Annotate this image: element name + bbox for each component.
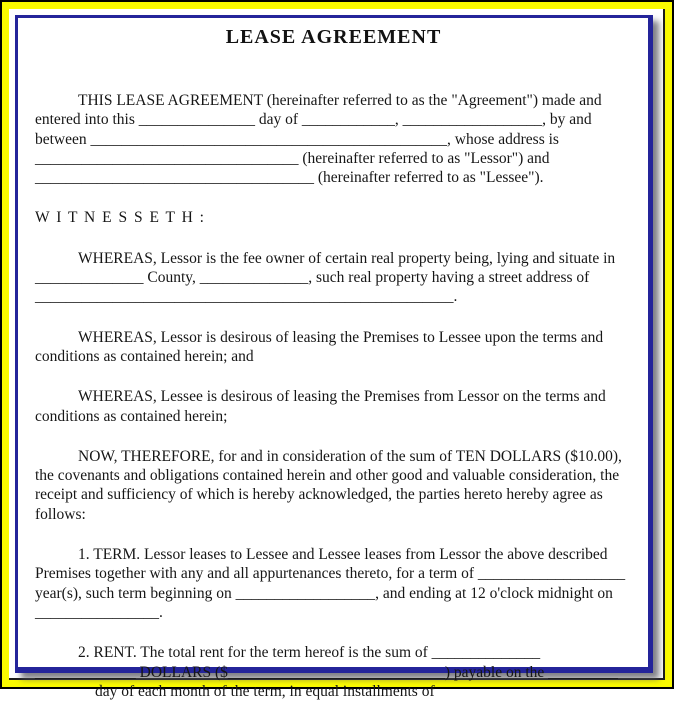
doc-line: THIS LEASE AGREEMENT (hereinafter referred to as the "Agreement") made and (78, 92, 602, 109)
doc-line: conditions as contained herein; (35, 407, 228, 425)
doc-line: the covenants and obligations contained herein and other good and valuable consideration, the (35, 467, 620, 485)
paragraph-now-therefore (35, 447, 632, 524)
doc-line: NOW, THEREFORE, for and in consideration of the sum of TEN DOLLARS ($10.00), (78, 447, 622, 465)
doc-line: ______________________________________________________. (35, 288, 458, 306)
doc-line: Premises together with any and all appurtenances thereto, for a term of ___________________ (35, 565, 626, 583)
doc-line: W I T N E S S E T H : (35, 209, 206, 227)
doc-line: ______________ County, ______________, such real property having a street address of (35, 269, 590, 287)
doc-line: _____________ DOLLARS ($____________________________) payable on the _________ (35, 663, 618, 681)
doc-line: ____________________________________ (hereinafter referred to as "Lessee"). (35, 169, 544, 187)
doc-line: day of each month of the term, in equal installments of (95, 682, 435, 700)
doc-line: 2. RENT. The total rent for the term hereof is the sum of ______________ (78, 644, 541, 662)
doc-line: __________________________________ (hereinafter referred to as "Lessor") and (35, 149, 550, 167)
doc-line: WHEREAS, Lessor is the fee owner of certain real property being, lying and situate in (78, 249, 616, 267)
doc-line: year(s), such term beginning on __________________, and ending at 12 o'clock midnight on (35, 584, 613, 602)
paragraph-whereas-lessee-desirous (35, 387, 632, 426)
document-title: LEASE AGREEMENT (225, 26, 442, 48)
witnesseth-heading (35, 208, 632, 227)
paragraph-rent (35, 643, 632, 701)
paragraph-intro (35, 91, 632, 187)
doc-line: between ______________________________________________, whose address is (35, 130, 559, 148)
lease-agreement-page (15, 15, 653, 700)
doc-line: WHEREAS, Lessee is desirous of leasing the Premises from Lessor on the terms and (78, 388, 606, 406)
doc-line: receipt and sufficiency of which is hereby acknowledged, the parties hereto hereby agree as (35, 486, 603, 504)
paragraph-whereas-owner (35, 249, 632, 307)
doc-line: follows: (35, 505, 86, 523)
paragraph-term (35, 545, 632, 622)
paragraph-whereas-lessor-desirous (35, 328, 632, 367)
doc-line: WHEREAS, Lessor is desirous of leasing the Premises to Lessee upon the terms and (78, 328, 604, 346)
doc-line: conditions as contained herein; and (35, 347, 254, 365)
doc-line: 1. TERM. Lessor leases to Lessee and Lessee leases from Lessor the above described (78, 546, 608, 564)
doc-line: ________________. (35, 603, 163, 621)
doc-line: entered into this _______________ day of ____________, __________________, by and (35, 111, 592, 129)
